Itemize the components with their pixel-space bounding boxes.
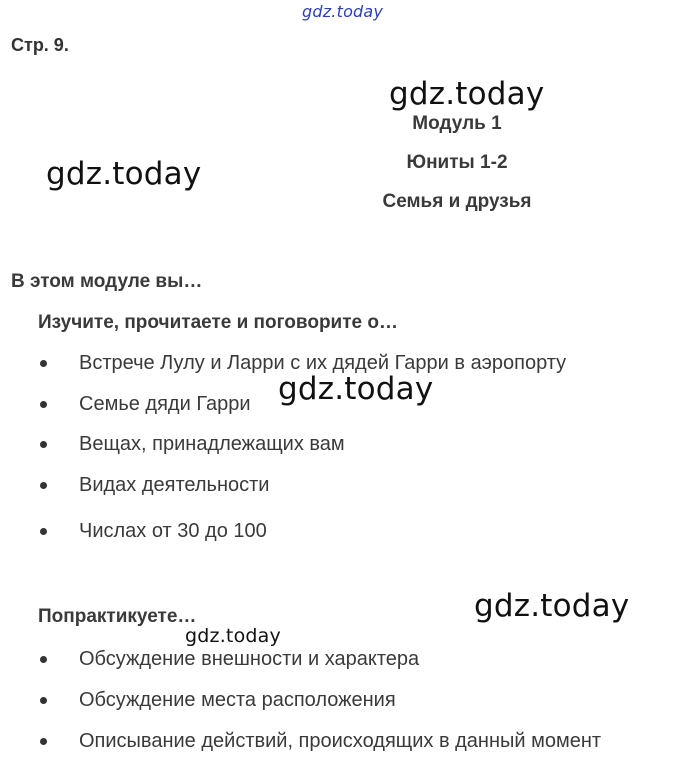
watermark-left: gdz.today [46, 156, 202, 192]
module-topic: Семья и друзья [382, 191, 532, 212]
list-item [40, 349, 566, 377]
list-item [40, 430, 345, 458]
bullet-icon [40, 482, 47, 489]
bullet-icon [40, 738, 47, 745]
list-item [40, 471, 269, 499]
module-units: Юниты 1-2 [406, 152, 508, 173]
watermark-lower-right: gdz.today [474, 588, 630, 624]
list-item-text: Обсуждение места расположения [79, 688, 396, 711]
watermark-top: gdz.today [302, 2, 384, 21]
bullet-icon [40, 697, 47, 704]
list-item [40, 727, 601, 755]
learn-heading: Изучите, прочитаете и поговорите о… [38, 312, 398, 333]
list-item-text: Видах деятельности [79, 473, 270, 496]
bullet-icon [40, 401, 47, 408]
list-item-text: Вещах, принадлежащих вам [79, 432, 345, 455]
watermark-middle: gdz.today [278, 371, 434, 407]
watermark-small: gdz.today [185, 625, 281, 647]
bullet-icon [40, 656, 47, 663]
list-item [40, 686, 396, 714]
watermark-upper-right: gdz.today [389, 76, 545, 112]
list-item-text: Семье дяди Гарри [79, 392, 251, 415]
list-item [40, 645, 419, 673]
list-item [40, 390, 251, 418]
list-item-text: Описывание действий, происходящих в данный момент [79, 729, 602, 752]
bullet-icon [40, 441, 47, 448]
bullet-icon [40, 528, 47, 535]
list-item-text: Встрече Лулу и Ларри с их дядей Гарри в аэропорту [79, 351, 567, 374]
module-title: Модуль 1 [412, 113, 502, 134]
bullet-icon [40, 360, 47, 367]
module-intro: В этом модуле вы… [11, 271, 203, 292]
list-item-text: Обсуждение внешности и характера [79, 647, 420, 670]
practice-heading: Попрактикуете… [38, 606, 197, 627]
page-reference: Стр. 9. [11, 35, 69, 55]
list-item [40, 517, 267, 545]
list-item-text: Числах от 30 до 100 [79, 519, 267, 542]
